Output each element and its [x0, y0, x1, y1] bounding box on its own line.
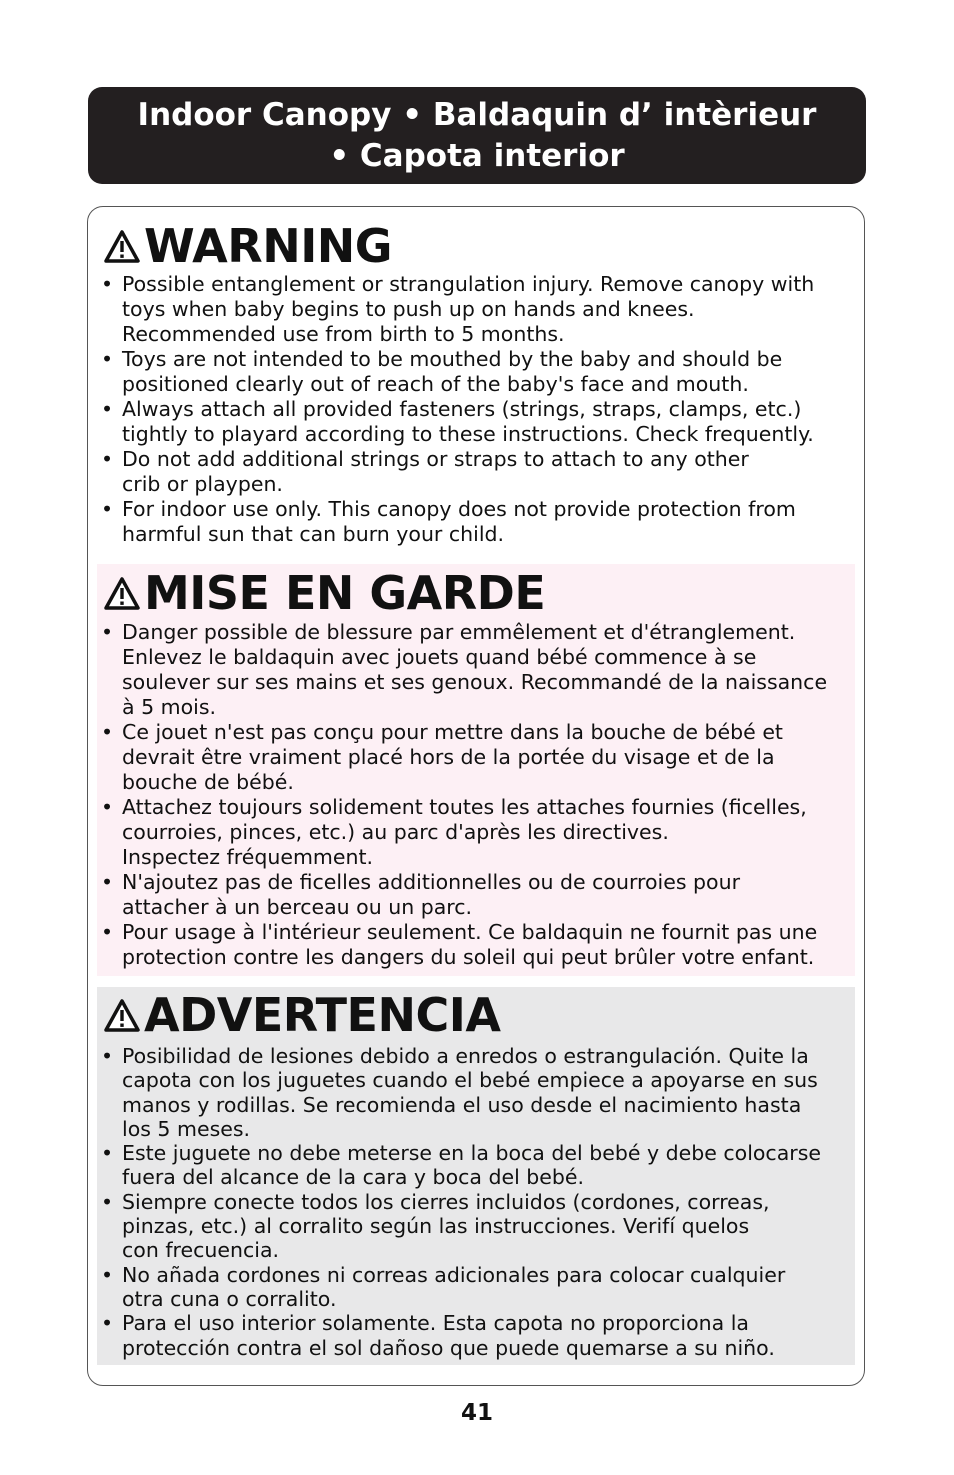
- warning-heading-spanish: [97, 989, 855, 1041]
- warning-title: ADVERTENCIA: [144, 988, 501, 1042]
- warning-triangle-icon: [104, 230, 140, 263]
- warning-triangle-icon: [104, 577, 140, 610]
- list-item: • Possible entanglement or strangulation injury. Remove canopy with toys when baby begins to push up on hands and knees. Recommended use from birth to 5 months.: [101, 272, 855, 347]
- list-item: • Always attach all provided fasteners (strings, straps, clamps, etc.) tightly to playard according to these instructions. Check frequently.: [101, 397, 855, 447]
- list-item: • For indoor use only. This canopy does not provide protection from harmful sun that can burn your child.: [101, 497, 855, 547]
- title-line-1: Indoor Canopy • Baldaquin d’ intèrieur: [137, 96, 817, 133]
- list-item: • N'ajoutez pas de ficelles additionnelles ou de courroies pour attacher à un berceau ou un parc.: [101, 870, 855, 920]
- warning-heading-english: [97, 220, 855, 272]
- warning-title: MISE EN GARDE: [144, 566, 546, 620]
- list-item: • No añada cordones ni correas adicionales para colocar cualquier otra cuna o corralito.: [101, 1263, 855, 1312]
- list-item: • Do not add additional strings or straps to attach to any other crib or playpen.: [101, 447, 855, 497]
- list-item: • Ce jouet n'est pas conçu pour mettre dans la bouche de bébé et devrait être vraiment placé hors de la portée du visage et de la bouche de bébé.: [101, 720, 855, 795]
- list-item: • Este juguete no debe meterse en la boca del bebé y debe colocarse fuera del alcance de la cara y boca del bebé.: [101, 1141, 855, 1190]
- warning-section-french: [97, 564, 855, 976]
- warning-list-spanish: [97, 1044, 855, 1360]
- warning-title: WARNING: [144, 219, 393, 273]
- list-item: • Attachez toujours solidement toutes les attaches fournies (ficelles, courroies, pinces, etc.) au parc d'après les directives. Inspectez fréquemment.: [101, 795, 855, 870]
- warning-list-french: [97, 620, 855, 970]
- warning-section-english: [97, 214, 855, 554]
- list-item: • Siempre conecte todos los cierres incluidos (cordones, correas, pinzas, etc.) al corralito según las instrucciones. Verifí quelos con frecuencia.: [101, 1190, 855, 1263]
- list-item: • Toys are not intended to be mouthed by the baby and should be positioned clearly out of reach of the baby's face and mouth.: [101, 347, 855, 397]
- list-item: • Posibilidad de lesiones debido a enredos o estrangulación. Quite la capota con los juguetes cuando el bebé empiece a apoyarse en sus manos y rodillas. Se recomienda el uso desde el nacimiento hasta los 5 meses.: [101, 1044, 855, 1141]
- warning-heading-french: [97, 567, 855, 619]
- warning-list-english: [97, 272, 855, 547]
- warning-section-spanish: [97, 987, 855, 1365]
- warning-triangle-icon: [104, 999, 140, 1032]
- page-number: 41: [460, 1400, 493, 1426]
- list-item: • Danger possible de blessure par emmêlement et d'étranglement. Enlevez le baldaquin avec jouets quand bébé commence à se soulever sur ses mains et ses genoux. Recommandé de la naissance à 5 mois.: [101, 620, 855, 720]
- title-banner: [88, 87, 866, 184]
- title-line-2: • Capota interior: [329, 137, 625, 174]
- list-item: • Para el uso interior solamente. Esta capota no proporciona la protección contra el sol dañoso que puede quemarse a su niño.: [101, 1311, 855, 1360]
- list-item: • Pour usage à l'intérieur seulement. Ce baldaquin ne fournit pas une protection contre les dangers du soleil qui peut brûler votre enfant.: [101, 920, 855, 970]
